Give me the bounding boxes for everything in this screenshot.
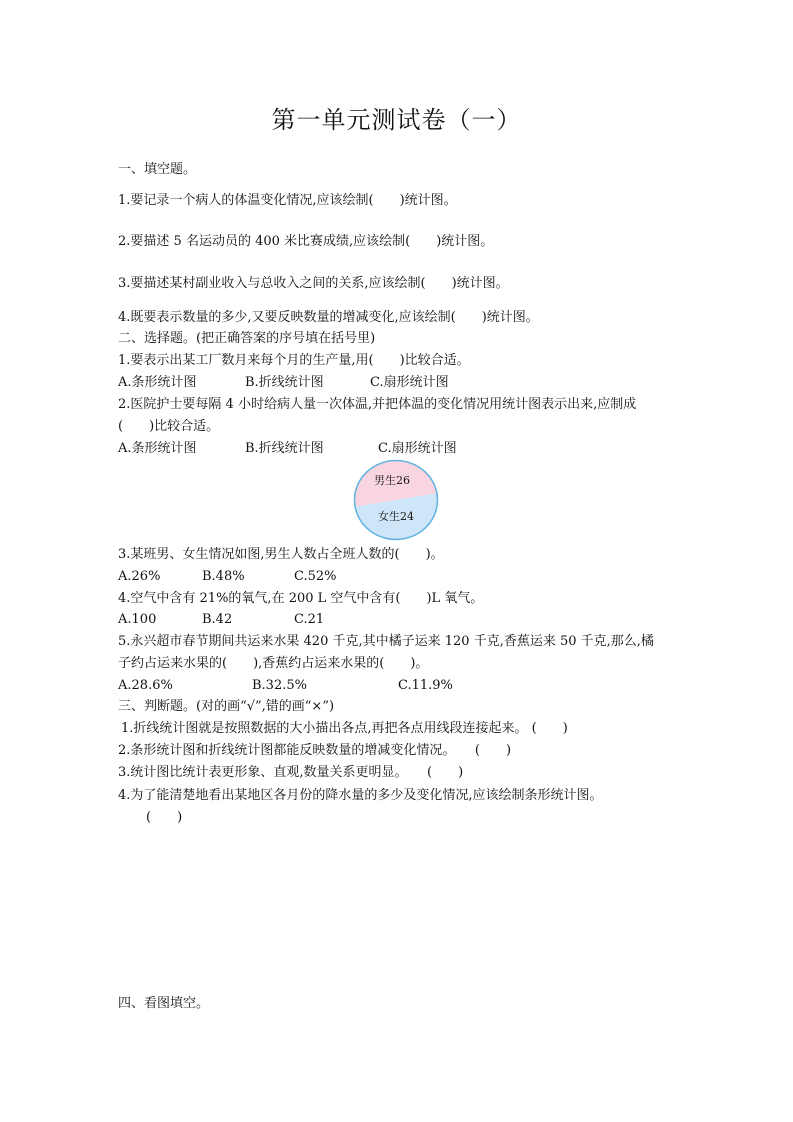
gender-pie-chart <box>353 459 439 541</box>
page-title: 第一单元测试卷（一） <box>271 106 522 134</box>
choice-option-q5-c: C.11.9% <box>398 678 453 693</box>
choice-option-q3-b: B.48% <box>202 569 245 584</box>
judge-question-4-line2: ( ) <box>146 810 183 825</box>
choice-question-2-line1: 2.医院护士要每隔 4 小时给病人量一次体温,并把体温的变化情况用统计图表示出来,应制成 <box>118 397 637 412</box>
choice-option-q1-b: B.折线统计图 <box>245 375 324 390</box>
choice-option-q2-a: A.条形统计图 <box>118 441 197 456</box>
judge-question-1: 1.折线统计图就是按照数据的大小描出各点,再把各点用线段连接起来。 ( ) <box>121 721 568 736</box>
section2-heading: 二、选择题。(把正确答案的序号填在括号里) <box>118 331 376 346</box>
fill-question-1: 1.要记录一个病人的体温变化情况,应该绘制( )统计图。 <box>118 193 457 208</box>
section3-heading: 三、判断题。(对的画“√”,错的画“×”) <box>118 699 335 714</box>
choice-option-q5-a: A.28.6% <box>118 678 173 693</box>
choice-option-q4-a: A.100 <box>118 612 157 627</box>
choice-option-q4-c: C.21 <box>294 612 325 627</box>
choice-question-3: 3.某班男、女生情况如图,男生人数占全班人数的( )。 <box>118 547 444 562</box>
choice-option-q2-b: B.折线统计图 <box>245 441 324 456</box>
choice-question-1: 1.要表示出某工厂数月来每个月的生产量,用( )比较合适。 <box>118 353 470 368</box>
choice-option-q2-c: C.扇形统计图 <box>378 441 457 456</box>
choice-option-q5-b: B.32.5% <box>252 678 307 693</box>
choice-option-q4-b: B.42 <box>202 612 233 627</box>
judge-question-4-line1: 4.为了能清楚地看出某地区各月份的降水量的多少及变化情况,应该绘制条形统计图。 <box>118 788 603 803</box>
section4-heading: 四、看图填空。 <box>118 996 210 1011</box>
choice-option-q1-c: C.扇形统计图 <box>370 375 449 390</box>
choice-question-5-line1: 5.永兴超市春节期间共运来水果 420 千克,其中橘子运来 120 千克,香蕉运来 50 千克,那么,橘 <box>118 634 654 649</box>
choice-option-q1-a: A.条形统计图 <box>118 375 197 390</box>
pie-label-boys: 男生26 <box>374 474 410 487</box>
choice-question-2-line2: ( )比较合适。 <box>118 419 220 434</box>
pie-label-girls: 女生24 <box>378 510 414 523</box>
fill-question-4: 4.既要表示数量的多少,又要反映数量的增减变化,应该绘制( )统计图。 <box>118 310 539 325</box>
choice-question-5-line2: 子约占运来水果的( ),香蕉约占运来水果的( )。 <box>118 656 429 671</box>
section1-heading: 一、填空题。 <box>118 162 197 177</box>
pie-svg <box>353 459 439 541</box>
choice-question-4: 4.空气中含有 21%的氧气,在 200 L 空气中含有( )L 氧气。 <box>118 591 484 606</box>
choice-option-q3-a: A.26% <box>118 569 161 584</box>
fill-question-2: 2.要描述 5 名运动员的 400 米比赛成绩,应该绘制( )统计图。 <box>118 234 494 249</box>
fill-question-3: 3.要描述某村副业收入与总收入之间的关系,应该绘制( )统计图。 <box>118 276 509 291</box>
judge-question-2: 2.条形统计图和折线统计图都能反映数量的增减变化情况。 ( ) <box>118 743 512 758</box>
judge-question-3: 3.统计图比统计表更形象、直观,数量关系更明显。 ( ) <box>118 765 464 780</box>
choice-option-q3-c: C.52% <box>294 569 337 584</box>
